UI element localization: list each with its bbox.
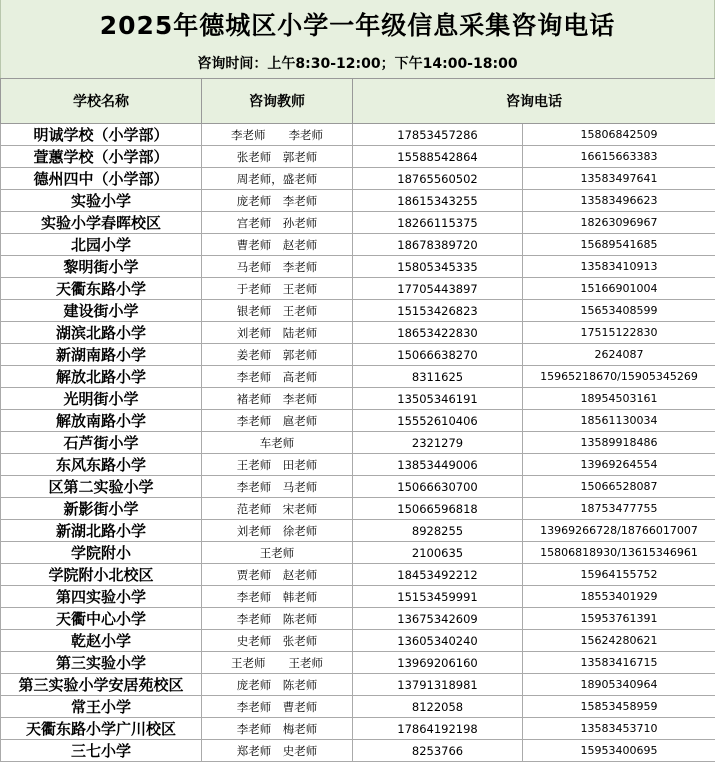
school-name-cell: 第三实验小学安居苑校区 <box>1 674 202 696</box>
phone-secondary-cell: 15806818930/13615346961 <box>523 542 715 564</box>
phone-primary-cell: 8311625 <box>353 366 523 388</box>
phone-secondary-cell: 18905340964 <box>523 674 715 696</box>
phone-primary-cell: 13675342609 <box>353 608 523 630</box>
school-name-cell: 新湖南路小学 <box>1 344 202 366</box>
teacher-cell: 马老师 李老师 <box>202 256 353 278</box>
phone-primary-cell: 15805345335 <box>353 256 523 278</box>
table-row <box>1 586 715 608</box>
phone-primary-cell: 8928255 <box>353 520 523 542</box>
school-name-cell: 新湖北路小学 <box>1 520 202 542</box>
teacher-cell: 李老师 陈老师 <box>202 608 353 630</box>
phone-primary-cell: 18765560502 <box>353 168 523 190</box>
table-row <box>1 454 715 476</box>
phone-primary-cell: 18653422830 <box>353 322 523 344</box>
table-row <box>1 630 715 652</box>
consultation-hours: 咨询时间：上午8:30-12:00；下午14:00-18:00 <box>197 56 518 72</box>
table-row <box>1 256 715 278</box>
phone-secondary-cell: 15965218670/15905345269 <box>523 366 715 388</box>
table-row <box>1 146 715 168</box>
table-row <box>1 190 715 212</box>
teacher-cell: 王老师 王老师 <box>202 652 353 674</box>
school-name-cell: 天衢东路小学广川校区 <box>1 718 202 740</box>
teacher-cell: 史老师 张老师 <box>202 630 353 652</box>
phone-secondary-cell: 15953400695 <box>523 740 715 762</box>
phone-primary-cell: 18266115375 <box>353 212 523 234</box>
phone-secondary-cell: 15964155752 <box>523 564 715 586</box>
school-name-cell: 石芦街小学 <box>1 432 202 454</box>
teacher-cell: 李老师 李老师 <box>202 124 353 146</box>
page-title: 2025年德城区小学一年级信息采集咨询电话 <box>99 11 616 40</box>
table-row <box>1 432 715 454</box>
school-name-cell: 学院附小北校区 <box>1 564 202 586</box>
phone-secondary-cell: 15953761391 <box>523 608 715 630</box>
phone-primary-cell: 15552610406 <box>353 410 523 432</box>
table-row <box>1 278 715 300</box>
table-row <box>1 674 715 696</box>
header-teacher: 咨询教师 <box>202 79 353 124</box>
phone-primary-cell: 15066596818 <box>353 498 523 520</box>
school-name-cell: 明诚学校（小学部） <box>1 124 202 146</box>
teacher-cell: 庞老师 李老师 <box>202 190 353 212</box>
table-row <box>1 388 715 410</box>
teacher-cell: 李老师 马老师 <box>202 476 353 498</box>
phone-secondary-cell: 15653408599 <box>523 300 715 322</box>
teacher-cell: 贾老师 赵老师 <box>202 564 353 586</box>
table-row <box>1 652 715 674</box>
phone-primary-cell: 15153459991 <box>353 586 523 608</box>
school-name-cell: 天衢中心小学 <box>1 608 202 630</box>
school-name-cell: 湖滨北路小学 <box>1 322 202 344</box>
school-name-cell: 实验小学 <box>1 190 202 212</box>
table-row <box>1 344 715 366</box>
phone-secondary-cell: 13583416715 <box>523 652 715 674</box>
phone-secondary-cell: 13583410913 <box>523 256 715 278</box>
school-name-cell: 第三实验小学 <box>1 652 202 674</box>
school-name-cell: 学院附小 <box>1 542 202 564</box>
teacher-cell: 张老师 郭老师 <box>202 146 353 168</box>
teacher-cell: 银老师 王老师 <box>202 300 353 322</box>
teacher-cell: 李老师 韩老师 <box>202 586 353 608</box>
table-row <box>1 124 715 146</box>
table-row <box>1 520 715 542</box>
teacher-cell: 刘老师 陆老师 <box>202 322 353 344</box>
school-name-cell: 北园小学 <box>1 234 202 256</box>
teacher-cell: 周老师，盛老师 <box>202 168 353 190</box>
table-row <box>1 740 715 762</box>
phone-primary-cell: 17705443897 <box>353 278 523 300</box>
table-row <box>1 476 715 498</box>
header-phone: 咨询电话 <box>353 79 715 124</box>
table-row <box>1 300 715 322</box>
sheet-header <box>0 0 715 78</box>
phone-primary-cell: 13969206160 <box>353 652 523 674</box>
phone-primary-cell: 13605340240 <box>353 630 523 652</box>
phone-primary-cell: 15066630700 <box>353 476 523 498</box>
school-name-cell: 乾赵小学 <box>1 630 202 652</box>
teacher-cell: 宫老师 孙老师 <box>202 212 353 234</box>
contact-table <box>0 78 715 762</box>
phone-primary-cell: 15066638270 <box>353 344 523 366</box>
school-name-cell: 解放北路小学 <box>1 366 202 388</box>
school-name-cell: 第四实验小学 <box>1 586 202 608</box>
phone-secondary-cell: 18753477755 <box>523 498 715 520</box>
phone-primary-cell: 8122058 <box>353 696 523 718</box>
phone-secondary-cell: 17515122830 <box>523 322 715 344</box>
phone-primary-cell: 2100635 <box>353 542 523 564</box>
teacher-cell: 李老师 高老师 <box>202 366 353 388</box>
school-name-cell: 实验小学春晖校区 <box>1 212 202 234</box>
teacher-cell: 刘老师 徐老师 <box>202 520 353 542</box>
phone-primary-cell: 18678389720 <box>353 234 523 256</box>
table-header-row <box>1 79 715 124</box>
phone-secondary-cell: 16615663383 <box>523 146 715 168</box>
phone-secondary-cell: 18561130034 <box>523 410 715 432</box>
phone-primary-cell: 13853449006 <box>353 454 523 476</box>
school-name-cell: 建设街小学 <box>1 300 202 322</box>
teacher-cell: 李老师 曹老师 <box>202 696 353 718</box>
phone-primary-cell: 2321279 <box>353 432 523 454</box>
teacher-cell: 李老师 扈老师 <box>202 410 353 432</box>
phone-secondary-cell: 18263096967 <box>523 212 715 234</box>
table-row <box>1 168 715 190</box>
school-name-cell: 德州四中（小学部） <box>1 168 202 190</box>
phone-secondary-cell: 13583453710 <box>523 718 715 740</box>
phone-primary-cell: 13505346191 <box>353 388 523 410</box>
table-row <box>1 696 715 718</box>
table-row <box>1 322 715 344</box>
teacher-cell: 王老师 田老师 <box>202 454 353 476</box>
phone-secondary-cell: 18954503161 <box>523 388 715 410</box>
teacher-cell: 范老师 宋老师 <box>202 498 353 520</box>
table-row <box>1 234 715 256</box>
school-name-cell: 区第二实验小学 <box>1 476 202 498</box>
school-name-cell: 新影街小学 <box>1 498 202 520</box>
teacher-cell: 曹老师 赵老师 <box>202 234 353 256</box>
teacher-cell: 李老师 梅老师 <box>202 718 353 740</box>
school-name-cell: 萱蕙学校（小学部） <box>1 146 202 168</box>
school-name-cell: 黎明街小学 <box>1 256 202 278</box>
phone-secondary-cell: 13583496623 <box>523 190 715 212</box>
table-row <box>1 212 715 234</box>
table-body <box>1 124 715 762</box>
teacher-cell: 王老师 <box>202 542 353 564</box>
phone-secondary-cell: 15853458959 <box>523 696 715 718</box>
teacher-cell: 褚老师 李老师 <box>202 388 353 410</box>
table-row <box>1 498 715 520</box>
table-row <box>1 718 715 740</box>
phone-secondary-cell: 15624280621 <box>523 630 715 652</box>
phone-secondary-cell: 15066528087 <box>523 476 715 498</box>
phone-primary-cell: 13791318981 <box>353 674 523 696</box>
phone-secondary-cell: 13583497641 <box>523 168 715 190</box>
phone-primary-cell: 18615343255 <box>353 190 523 212</box>
phone-secondary-cell: 2624087 <box>523 344 715 366</box>
phone-secondary-cell: 18553401929 <box>523 586 715 608</box>
school-name-cell: 常王小学 <box>1 696 202 718</box>
phone-secondary-cell: 13969266728/18766017007 <box>523 520 715 542</box>
school-name-cell: 天衢东路小学 <box>1 278 202 300</box>
table-row <box>1 366 715 388</box>
phone-primary-cell: 15588542864 <box>353 146 523 168</box>
table-row <box>1 542 715 564</box>
phone-primary-cell: 17864192198 <box>353 718 523 740</box>
teacher-cell: 庞老师 陈老师 <box>202 674 353 696</box>
table-row <box>1 410 715 432</box>
phone-secondary-cell: 15689541685 <box>523 234 715 256</box>
school-name-cell: 光明街小学 <box>1 388 202 410</box>
teacher-cell: 郑老师 史老师 <box>202 740 353 762</box>
school-name-cell: 东风东路小学 <box>1 454 202 476</box>
table-row <box>1 608 715 630</box>
phone-secondary-cell: 15166901004 <box>523 278 715 300</box>
phone-secondary-cell: 13969264554 <box>523 454 715 476</box>
teacher-cell: 于老师 王老师 <box>202 278 353 300</box>
school-name-cell: 解放南路小学 <box>1 410 202 432</box>
phone-primary-cell: 15153426823 <box>353 300 523 322</box>
header-school: 学校名称 <box>1 79 202 124</box>
phone-primary-cell: 17853457286 <box>353 124 523 146</box>
phone-primary-cell: 18453492212 <box>353 564 523 586</box>
table-row <box>1 564 715 586</box>
phone-secondary-cell: 15806842509 <box>523 124 715 146</box>
phone-primary-cell: 8253766 <box>353 740 523 762</box>
teacher-cell: 车老师 <box>202 432 353 454</box>
teacher-cell: 姜老师 郭老师 <box>202 344 353 366</box>
phone-secondary-cell: 13589918486 <box>523 432 715 454</box>
school-name-cell: 三七小学 <box>1 740 202 762</box>
